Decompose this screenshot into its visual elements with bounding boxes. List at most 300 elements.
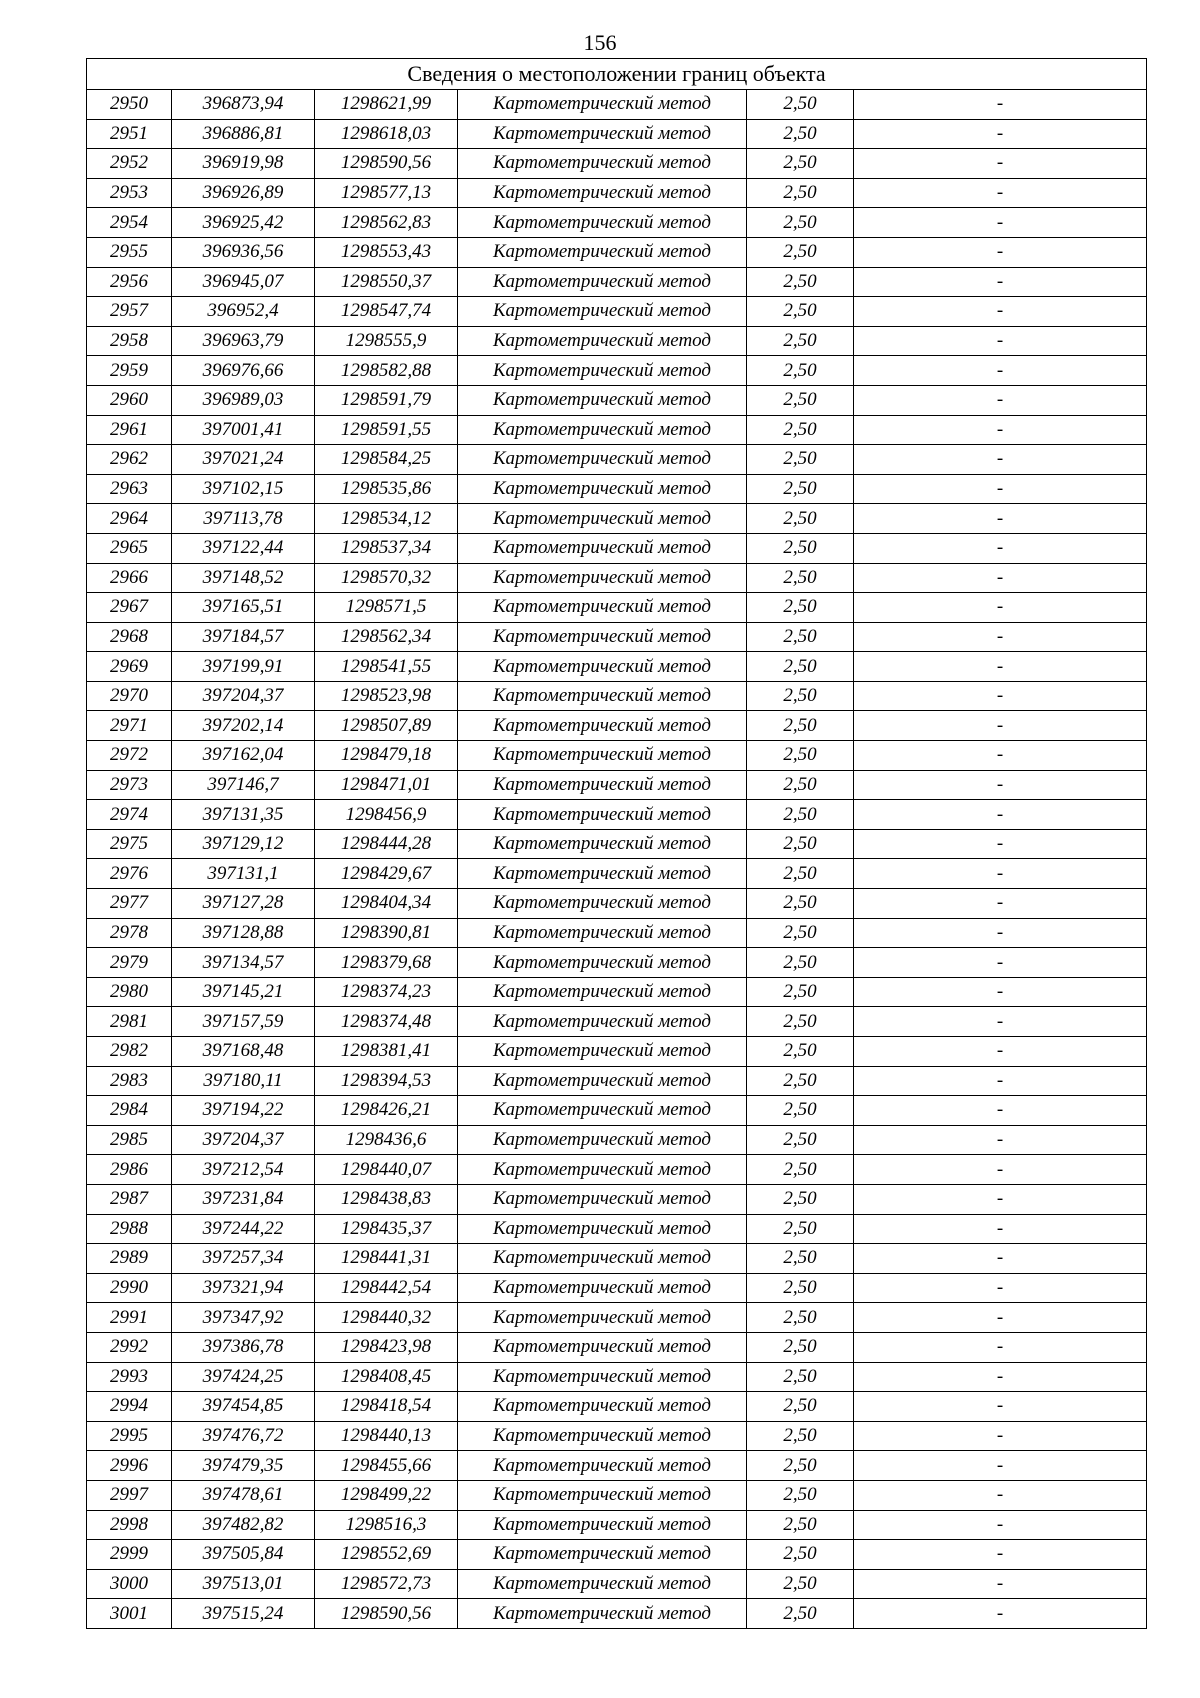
y-coordinate-cell: 1298550,37 — [315, 267, 458, 297]
x-coordinate-cell: 396926,89 — [172, 178, 315, 208]
table-row — [87, 1184, 1147, 1214]
accuracy-cell: 2,50 — [747, 1569, 854, 1599]
y-coordinate-cell: 1298516,3 — [315, 1510, 458, 1540]
accuracy-cell: 2,50 — [747, 474, 854, 504]
accuracy-cell: 2,50 — [747, 1184, 854, 1214]
y-coordinate-cell: 1298436,6 — [315, 1125, 458, 1155]
accuracy-cell: 2,50 — [747, 1392, 854, 1422]
y-coordinate-cell: 1298423,98 — [315, 1332, 458, 1362]
description-cell: - — [854, 1421, 1147, 1451]
accuracy-cell: 2,50 — [747, 770, 854, 800]
method-cell: Картометрический метод — [458, 800, 747, 830]
description-cell: - — [854, 770, 1147, 800]
table-row — [87, 770, 1147, 800]
accuracy-cell: 2,50 — [747, 445, 854, 475]
point-number-cell: 2995 — [87, 1421, 172, 1451]
y-coordinate-cell: 1298577,13 — [315, 178, 458, 208]
accuracy-cell: 2,50 — [747, 119, 854, 149]
description-cell: - — [854, 1184, 1147, 1214]
accuracy-cell: 2,50 — [747, 1510, 854, 1540]
point-number-cell: 2998 — [87, 1510, 172, 1540]
y-coordinate-cell: 1298582,88 — [315, 356, 458, 386]
method-cell: Картометрический метод — [458, 504, 747, 534]
y-coordinate-cell: 1298442,54 — [315, 1273, 458, 1303]
point-number-cell: 2976 — [87, 859, 172, 889]
point-number-cell: 2997 — [87, 1480, 172, 1510]
point-number-cell: 2961 — [87, 415, 172, 445]
x-coordinate-cell: 397478,61 — [172, 1480, 315, 1510]
accuracy-cell: 2,50 — [747, 889, 854, 919]
x-coordinate-cell: 397162,04 — [172, 741, 315, 771]
table-row — [87, 1273, 1147, 1303]
method-cell: Картометрический метод — [458, 1273, 747, 1303]
y-coordinate-cell: 1298408,45 — [315, 1362, 458, 1392]
description-cell: - — [854, 1480, 1147, 1510]
method-cell: Картометрический метод — [458, 1184, 747, 1214]
point-number-cell: 2975 — [87, 829, 172, 859]
accuracy-cell: 2,50 — [747, 800, 854, 830]
table-row — [87, 1362, 1147, 1392]
y-coordinate-cell: 1298552,69 — [315, 1540, 458, 1570]
table-row — [87, 415, 1147, 445]
x-coordinate-cell: 397476,72 — [172, 1421, 315, 1451]
point-number-cell: 2969 — [87, 652, 172, 682]
x-coordinate-cell: 397145,21 — [172, 977, 315, 1007]
table-row — [87, 1392, 1147, 1422]
x-coordinate-cell: 397515,24 — [172, 1599, 315, 1629]
method-cell: Картометрический метод — [458, 326, 747, 356]
table-row — [87, 741, 1147, 771]
point-number-cell: 2992 — [87, 1332, 172, 1362]
y-coordinate-cell: 1298523,98 — [315, 681, 458, 711]
y-coordinate-cell: 1298591,79 — [315, 385, 458, 415]
accuracy-cell: 2,50 — [747, 1037, 854, 1067]
y-coordinate-cell: 1298571,5 — [315, 593, 458, 623]
description-cell: - — [854, 1125, 1147, 1155]
method-cell: Картометрический метод — [458, 1007, 747, 1037]
accuracy-cell: 2,50 — [747, 267, 854, 297]
table-row — [87, 1214, 1147, 1244]
point-number-cell: 2977 — [87, 889, 172, 919]
table-row — [87, 237, 1147, 267]
y-coordinate-cell: 1298591,55 — [315, 415, 458, 445]
accuracy-cell: 2,50 — [747, 237, 854, 267]
table-row — [87, 681, 1147, 711]
table-row — [87, 90, 1147, 120]
accuracy-cell: 2,50 — [747, 829, 854, 859]
table-row — [87, 208, 1147, 238]
x-coordinate-cell: 397257,34 — [172, 1244, 315, 1274]
x-coordinate-cell: 397131,35 — [172, 800, 315, 830]
boundary-coordinates-table — [86, 58, 1147, 1629]
method-cell: Картометрический метод — [458, 948, 747, 978]
table-row — [87, 385, 1147, 415]
accuracy-cell: 2,50 — [747, 297, 854, 327]
y-coordinate-cell: 1298553,43 — [315, 237, 458, 267]
accuracy-cell: 2,50 — [747, 208, 854, 238]
x-coordinate-cell: 397165,51 — [172, 593, 315, 623]
x-coordinate-cell: 397129,12 — [172, 829, 315, 859]
description-cell: - — [854, 1569, 1147, 1599]
point-number-cell: 2990 — [87, 1273, 172, 1303]
description-cell: - — [854, 563, 1147, 593]
x-coordinate-cell: 397347,92 — [172, 1303, 315, 1333]
point-number-cell: 3001 — [87, 1599, 172, 1629]
method-cell: Картометрический метод — [458, 119, 747, 149]
method-cell: Картометрический метод — [458, 593, 747, 623]
description-cell: - — [854, 681, 1147, 711]
method-cell: Картометрический метод — [458, 1451, 747, 1481]
x-coordinate-cell: 396936,56 — [172, 237, 315, 267]
method-cell: Картометрический метод — [458, 1037, 747, 1067]
y-coordinate-cell: 1298541,55 — [315, 652, 458, 682]
accuracy-cell: 2,50 — [747, 504, 854, 534]
table-row — [87, 829, 1147, 859]
description-cell: - — [854, 1332, 1147, 1362]
y-coordinate-cell: 1298429,67 — [315, 859, 458, 889]
method-cell: Картометрический метод — [458, 889, 747, 919]
accuracy-cell: 2,50 — [747, 1007, 854, 1037]
description-cell: - — [854, 149, 1147, 179]
x-coordinate-cell: 397102,15 — [172, 474, 315, 504]
point-number-cell: 2993 — [87, 1362, 172, 1392]
description-cell: - — [854, 445, 1147, 475]
table-body — [87, 59, 1147, 1629]
accuracy-cell: 2,50 — [747, 1066, 854, 1096]
x-coordinate-cell: 397204,37 — [172, 1125, 315, 1155]
method-cell: Картометрический метод — [458, 770, 747, 800]
point-number-cell: 2996 — [87, 1451, 172, 1481]
y-coordinate-cell: 1298440,13 — [315, 1421, 458, 1451]
method-cell: Картометрический метод — [458, 918, 747, 948]
description-cell: - — [854, 1244, 1147, 1274]
y-coordinate-cell: 1298438,83 — [315, 1184, 458, 1214]
accuracy-cell: 2,50 — [747, 90, 854, 120]
table-row — [87, 652, 1147, 682]
description-cell: - — [854, 504, 1147, 534]
x-coordinate-cell: 396945,07 — [172, 267, 315, 297]
y-coordinate-cell: 1298440,32 — [315, 1303, 458, 1333]
table-title: Сведения о местоположении границ объекта — [87, 59, 1147, 90]
table-row — [87, 622, 1147, 652]
table-row — [87, 1096, 1147, 1126]
description-cell: - — [854, 326, 1147, 356]
table-row — [87, 1066, 1147, 1096]
method-cell: Картометрический метод — [458, 1096, 747, 1126]
point-number-cell: 3000 — [87, 1569, 172, 1599]
method-cell: Картометрический метод — [458, 563, 747, 593]
x-coordinate-cell: 397244,22 — [172, 1214, 315, 1244]
table-row — [87, 1421, 1147, 1451]
accuracy-cell: 2,50 — [747, 1362, 854, 1392]
y-coordinate-cell: 1298394,53 — [315, 1066, 458, 1096]
x-coordinate-cell: 397184,57 — [172, 622, 315, 652]
accuracy-cell: 2,50 — [747, 1451, 854, 1481]
description-cell: - — [854, 237, 1147, 267]
accuracy-cell: 2,50 — [747, 356, 854, 386]
y-coordinate-cell: 1298562,83 — [315, 208, 458, 238]
point-number-cell: 2954 — [87, 208, 172, 238]
description-cell: - — [854, 356, 1147, 386]
accuracy-cell: 2,50 — [747, 563, 854, 593]
method-cell: Картометрический метод — [458, 415, 747, 445]
point-number-cell: 2989 — [87, 1244, 172, 1274]
table-row — [87, 1125, 1147, 1155]
x-coordinate-cell: 397505,84 — [172, 1540, 315, 1570]
y-coordinate-cell: 1298390,81 — [315, 918, 458, 948]
method-cell: Картометрический метод — [458, 829, 747, 859]
table-row — [87, 711, 1147, 741]
x-coordinate-cell: 397454,85 — [172, 1392, 315, 1422]
y-coordinate-cell: 1298537,34 — [315, 533, 458, 563]
description-cell: - — [854, 267, 1147, 297]
description-cell: - — [854, 829, 1147, 859]
y-coordinate-cell: 1298547,74 — [315, 297, 458, 327]
method-cell: Картометрический метод — [458, 1155, 747, 1185]
point-number-cell: 2952 — [87, 149, 172, 179]
description-cell: - — [854, 1392, 1147, 1422]
table-row — [87, 1569, 1147, 1599]
accuracy-cell: 2,50 — [747, 918, 854, 948]
method-cell: Картометрический метод — [458, 267, 747, 297]
x-coordinate-cell: 397482,82 — [172, 1510, 315, 1540]
method-cell: Картометрический метод — [458, 977, 747, 1007]
point-number-cell: 2974 — [87, 800, 172, 830]
x-coordinate-cell: 397122,44 — [172, 533, 315, 563]
method-cell: Картометрический метод — [458, 297, 747, 327]
method-cell: Картометрический метод — [458, 1303, 747, 1333]
accuracy-cell: 2,50 — [747, 1540, 854, 1570]
y-coordinate-cell: 1298374,48 — [315, 1007, 458, 1037]
point-number-cell: 2994 — [87, 1392, 172, 1422]
table-row — [87, 267, 1147, 297]
table-row — [87, 1037, 1147, 1067]
point-number-cell: 2953 — [87, 178, 172, 208]
y-coordinate-cell: 1298562,34 — [315, 622, 458, 652]
x-coordinate-cell: 397001,41 — [172, 415, 315, 445]
point-number-cell: 2965 — [87, 533, 172, 563]
method-cell: Картометрический метод — [458, 1362, 747, 1392]
point-number-cell: 2985 — [87, 1125, 172, 1155]
method-cell: Картометрический метод — [458, 1480, 747, 1510]
x-coordinate-cell: 397479,35 — [172, 1451, 315, 1481]
accuracy-cell: 2,50 — [747, 533, 854, 563]
point-number-cell: 2978 — [87, 918, 172, 948]
x-coordinate-cell: 397212,54 — [172, 1155, 315, 1185]
accuracy-cell: 2,50 — [747, 1332, 854, 1362]
description-cell: - — [854, 1007, 1147, 1037]
y-coordinate-cell: 1298535,86 — [315, 474, 458, 504]
description-cell: - — [854, 741, 1147, 771]
point-number-cell: 2968 — [87, 622, 172, 652]
x-coordinate-cell: 397146,7 — [172, 770, 315, 800]
y-coordinate-cell: 1298534,12 — [315, 504, 458, 534]
accuracy-cell: 2,50 — [747, 1244, 854, 1274]
table-row — [87, 1007, 1147, 1037]
method-cell: Картометрический метод — [458, 533, 747, 563]
y-coordinate-cell: 1298621,99 — [315, 90, 458, 120]
table-row — [87, 800, 1147, 830]
accuracy-cell: 2,50 — [747, 741, 854, 771]
x-coordinate-cell: 396989,03 — [172, 385, 315, 415]
description-cell: - — [854, 1510, 1147, 1540]
x-coordinate-cell: 397021,24 — [172, 445, 315, 475]
y-coordinate-cell: 1298584,25 — [315, 445, 458, 475]
method-cell: Картометрический метод — [458, 1599, 747, 1629]
method-cell: Картометрический метод — [458, 1392, 747, 1422]
accuracy-cell: 2,50 — [747, 178, 854, 208]
y-coordinate-cell: 1298435,37 — [315, 1214, 458, 1244]
x-coordinate-cell: 397424,25 — [172, 1362, 315, 1392]
x-coordinate-cell: 396886,81 — [172, 119, 315, 149]
description-cell: - — [854, 977, 1147, 1007]
x-coordinate-cell: 397204,37 — [172, 681, 315, 711]
description-cell: - — [854, 1273, 1147, 1303]
table-row — [87, 119, 1147, 149]
y-coordinate-cell: 1298444,28 — [315, 829, 458, 859]
table-row — [87, 326, 1147, 356]
point-number-cell: 2956 — [87, 267, 172, 297]
x-coordinate-cell: 396963,79 — [172, 326, 315, 356]
table-row — [87, 1451, 1147, 1481]
method-cell: Картометрический метод — [458, 178, 747, 208]
point-number-cell: 2970 — [87, 681, 172, 711]
table-row — [87, 297, 1147, 327]
point-number-cell: 2979 — [87, 948, 172, 978]
table-row — [87, 178, 1147, 208]
description-cell: - — [854, 1451, 1147, 1481]
point-number-cell: 2958 — [87, 326, 172, 356]
table-row — [87, 1599, 1147, 1629]
accuracy-cell: 2,50 — [747, 415, 854, 445]
y-coordinate-cell: 1298440,07 — [315, 1155, 458, 1185]
description-cell: - — [854, 1540, 1147, 1570]
description-cell: - — [854, 1214, 1147, 1244]
description-cell: - — [854, 208, 1147, 238]
description-cell: - — [854, 119, 1147, 149]
y-coordinate-cell: 1298570,32 — [315, 563, 458, 593]
point-number-cell: 2984 — [87, 1096, 172, 1126]
x-coordinate-cell: 397386,78 — [172, 1332, 315, 1362]
point-number-cell: 2955 — [87, 237, 172, 267]
accuracy-cell: 2,50 — [747, 711, 854, 741]
point-number-cell: 2959 — [87, 356, 172, 386]
method-cell: Картометрический метод — [458, 474, 747, 504]
table-row — [87, 563, 1147, 593]
description-cell: - — [854, 889, 1147, 919]
description-cell: - — [854, 711, 1147, 741]
method-cell: Картометрический метод — [458, 1421, 747, 1451]
x-coordinate-cell: 397513,01 — [172, 1569, 315, 1599]
description-cell: - — [854, 533, 1147, 563]
y-coordinate-cell: 1298379,68 — [315, 948, 458, 978]
method-cell: Картометрический метод — [458, 1510, 747, 1540]
description-cell: - — [854, 90, 1147, 120]
x-coordinate-cell: 396976,66 — [172, 356, 315, 386]
x-coordinate-cell: 397194,22 — [172, 1096, 315, 1126]
accuracy-cell: 2,50 — [747, 1214, 854, 1244]
table-row — [87, 1540, 1147, 1570]
table-row — [87, 1480, 1147, 1510]
point-number-cell: 2964 — [87, 504, 172, 534]
x-coordinate-cell: 396925,42 — [172, 208, 315, 238]
y-coordinate-cell: 1298381,41 — [315, 1037, 458, 1067]
table-row — [87, 948, 1147, 978]
method-cell: Картометрический метод — [458, 1244, 747, 1274]
method-cell: Картометрический метод — [458, 208, 747, 238]
page-number: 156 — [583, 30, 617, 55]
point-number-cell: 2971 — [87, 711, 172, 741]
y-coordinate-cell: 1298455,66 — [315, 1451, 458, 1481]
y-coordinate-cell: 1298426,21 — [315, 1096, 458, 1126]
method-cell: Картометрический метод — [458, 356, 747, 386]
table-row — [87, 1303, 1147, 1333]
point-number-cell: 2988 — [87, 1214, 172, 1244]
accuracy-cell: 2,50 — [747, 859, 854, 889]
description-cell: - — [854, 415, 1147, 445]
y-coordinate-cell: 1298572,73 — [315, 1569, 458, 1599]
table-row — [87, 474, 1147, 504]
x-coordinate-cell: 397168,48 — [172, 1037, 315, 1067]
point-number-cell: 2981 — [87, 1007, 172, 1037]
y-coordinate-cell: 1298555,9 — [315, 326, 458, 356]
y-coordinate-cell: 1298507,89 — [315, 711, 458, 741]
table-row — [87, 356, 1147, 386]
point-number-cell: 2987 — [87, 1184, 172, 1214]
description-cell: - — [854, 1599, 1147, 1629]
point-number-cell: 2967 — [87, 593, 172, 623]
method-cell: Картометрический метод — [458, 385, 747, 415]
x-coordinate-cell: 397321,94 — [172, 1273, 315, 1303]
point-number-cell: 2986 — [87, 1155, 172, 1185]
point-number-cell: 2982 — [87, 1037, 172, 1067]
description-cell: - — [854, 1066, 1147, 1096]
point-number-cell: 2962 — [87, 445, 172, 475]
accuracy-cell: 2,50 — [747, 1273, 854, 1303]
table-row — [87, 918, 1147, 948]
y-coordinate-cell: 1298374,23 — [315, 977, 458, 1007]
table-header-row — [87, 59, 1147, 90]
y-coordinate-cell: 1298441,31 — [315, 1244, 458, 1274]
y-coordinate-cell: 1298479,18 — [315, 741, 458, 771]
accuracy-cell: 2,50 — [747, 681, 854, 711]
description-cell: - — [854, 178, 1147, 208]
description-cell: - — [854, 1155, 1147, 1185]
table-row — [87, 445, 1147, 475]
x-coordinate-cell: 396919,98 — [172, 149, 315, 179]
accuracy-cell: 2,50 — [747, 385, 854, 415]
description-cell: - — [854, 593, 1147, 623]
table-row — [87, 1510, 1147, 1540]
y-coordinate-cell: 1298499,22 — [315, 1480, 458, 1510]
y-coordinate-cell: 1298418,54 — [315, 1392, 458, 1422]
accuracy-cell: 2,50 — [747, 1599, 854, 1629]
method-cell: Картометрический метод — [458, 445, 747, 475]
x-coordinate-cell: 397128,88 — [172, 918, 315, 948]
point-number-cell: 2983 — [87, 1066, 172, 1096]
method-cell: Картометрический метод — [458, 1569, 747, 1599]
x-coordinate-cell: 396873,94 — [172, 90, 315, 120]
point-number-cell: 2966 — [87, 563, 172, 593]
point-number-cell: 2999 — [87, 1540, 172, 1570]
point-number-cell: 2950 — [87, 90, 172, 120]
x-coordinate-cell: 397199,91 — [172, 652, 315, 682]
accuracy-cell: 2,50 — [747, 652, 854, 682]
point-number-cell: 2973 — [87, 770, 172, 800]
y-coordinate-cell: 1298471,01 — [315, 770, 458, 800]
table-row — [87, 977, 1147, 1007]
description-cell: - — [854, 948, 1147, 978]
